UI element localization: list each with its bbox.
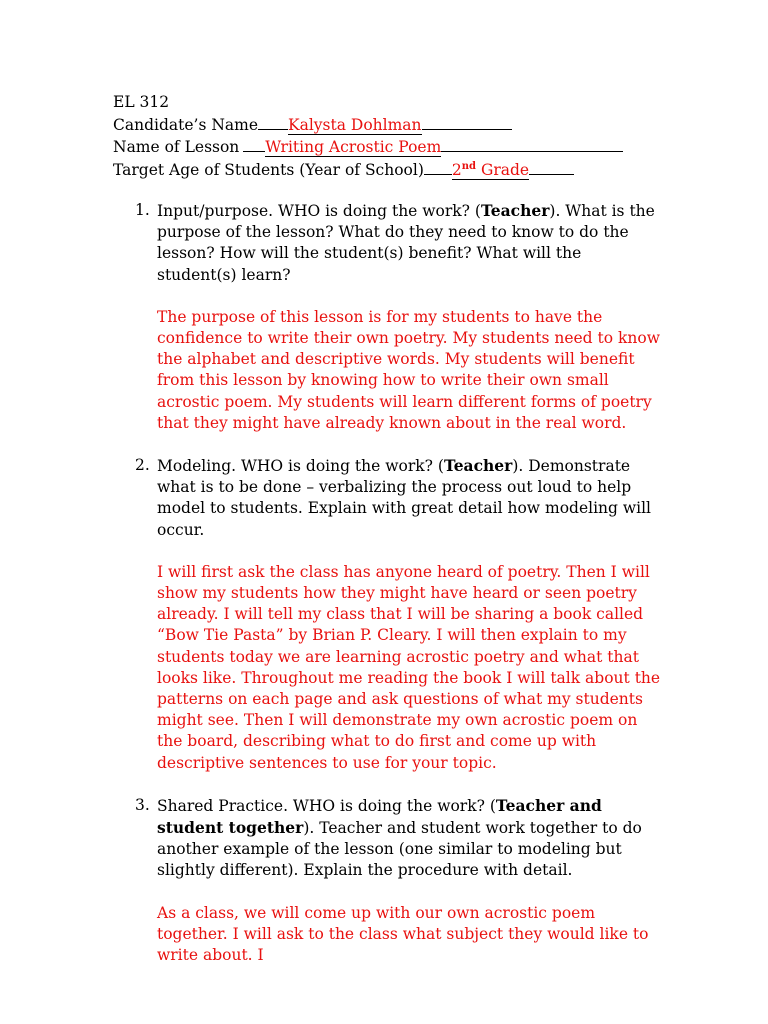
prompt-text: ). Demonstrate what is to be done – verbalizing the process out loud to help model to students. Explain with great detail how modeling will occur. (157, 457, 652, 539)
candidate-name-label: Candidate’s Name (113, 115, 259, 134)
lesson-name-line (113, 136, 693, 159)
prompt-bold-text: Teacher and student together (157, 795, 602, 838)
target-age-label: Target Age of Students (Year of School) (113, 160, 424, 179)
prompt-bold-text: Teacher (480, 201, 550, 220)
lesson-plan-list (135, 200, 665, 966)
blank-line (258, 114, 288, 130)
blank-line (243, 136, 265, 152)
item-number: 2. (135, 456, 150, 475)
item-answer: I will first ask the class has anyone heard of poetry. Then I will show my students how they might have heard or seen poetry already. I will tell my class that I will be sharing a book called “Bow Tie Pasta” by Brian P. Cleary. I will then explain to my students today we are learning acrostic poetry and what that looks like. Throughout me reading the book I will talk about the patterns on each page and ask questions of what my students might see. Then I will demonstrate my own acrostic poem on the board, describing what to do first and come up with descriptive sentences to use for your topic. (157, 562, 661, 772)
blank-line (424, 159, 452, 175)
item-number: 1. (135, 201, 150, 219)
list-item (135, 200, 665, 434)
blank-line (441, 136, 623, 152)
item-number: 3. (135, 795, 150, 814)
item-answer: As a class, we will come up with our own acrostic poem together. I will ask to the class what subject they would like to write about. I (157, 903, 649, 965)
item-answer: The purpose of this lesson is for my students to have the confidence to write their own poetry. My students need to know the alphabet and descriptive words. My students will benefit from this lesson by knowing how to write their own small acrostic poem. My students will learn different forms of poetry that they might have already known about in the real word. (157, 307, 660, 432)
prompt-text: Shared Practice. WHO is doing the work? ( (157, 796, 496, 815)
course-code: EL 312 (113, 93, 170, 111)
prompt-bold-text: Teacher (443, 456, 513, 476)
list-item (135, 795, 665, 966)
item-prompt (157, 795, 665, 882)
target-age-ordinal: nd (461, 160, 477, 172)
candidate-name-line (113, 114, 693, 137)
blank-line (529, 159, 574, 175)
target-age-value (452, 161, 529, 180)
prompt-text: Modeling. WHO is doing the work? ( (157, 457, 444, 476)
item-prompt (157, 200, 665, 286)
item-prompt (157, 455, 665, 541)
blank-line (422, 114, 512, 130)
document-header (113, 92, 693, 181)
target-age-number: 2 (451, 160, 462, 179)
lesson-name-value: Writing Acrostic Poem (265, 138, 442, 156)
lesson-name-label: Name of Lesson (113, 138, 240, 156)
candidate-name-value: Kalysta Dohlman (288, 115, 422, 134)
target-age-line (113, 159, 693, 182)
prompt-text: ). What is the purpose of the lesson? What do they need to know to do the lesson? How will the student(s) benefit? What will the student(s) learn? (157, 202, 655, 284)
prompt-text: Input/purpose. WHO is doing the work? ( (157, 202, 481, 220)
target-age-word: Grade (476, 160, 530, 179)
prompt-text: ). Teacher and student work together to do another example of the lesson (one similar to modeling but slightly different). Explain the procedure with detail. (157, 819, 642, 880)
list-item (135, 455, 665, 774)
